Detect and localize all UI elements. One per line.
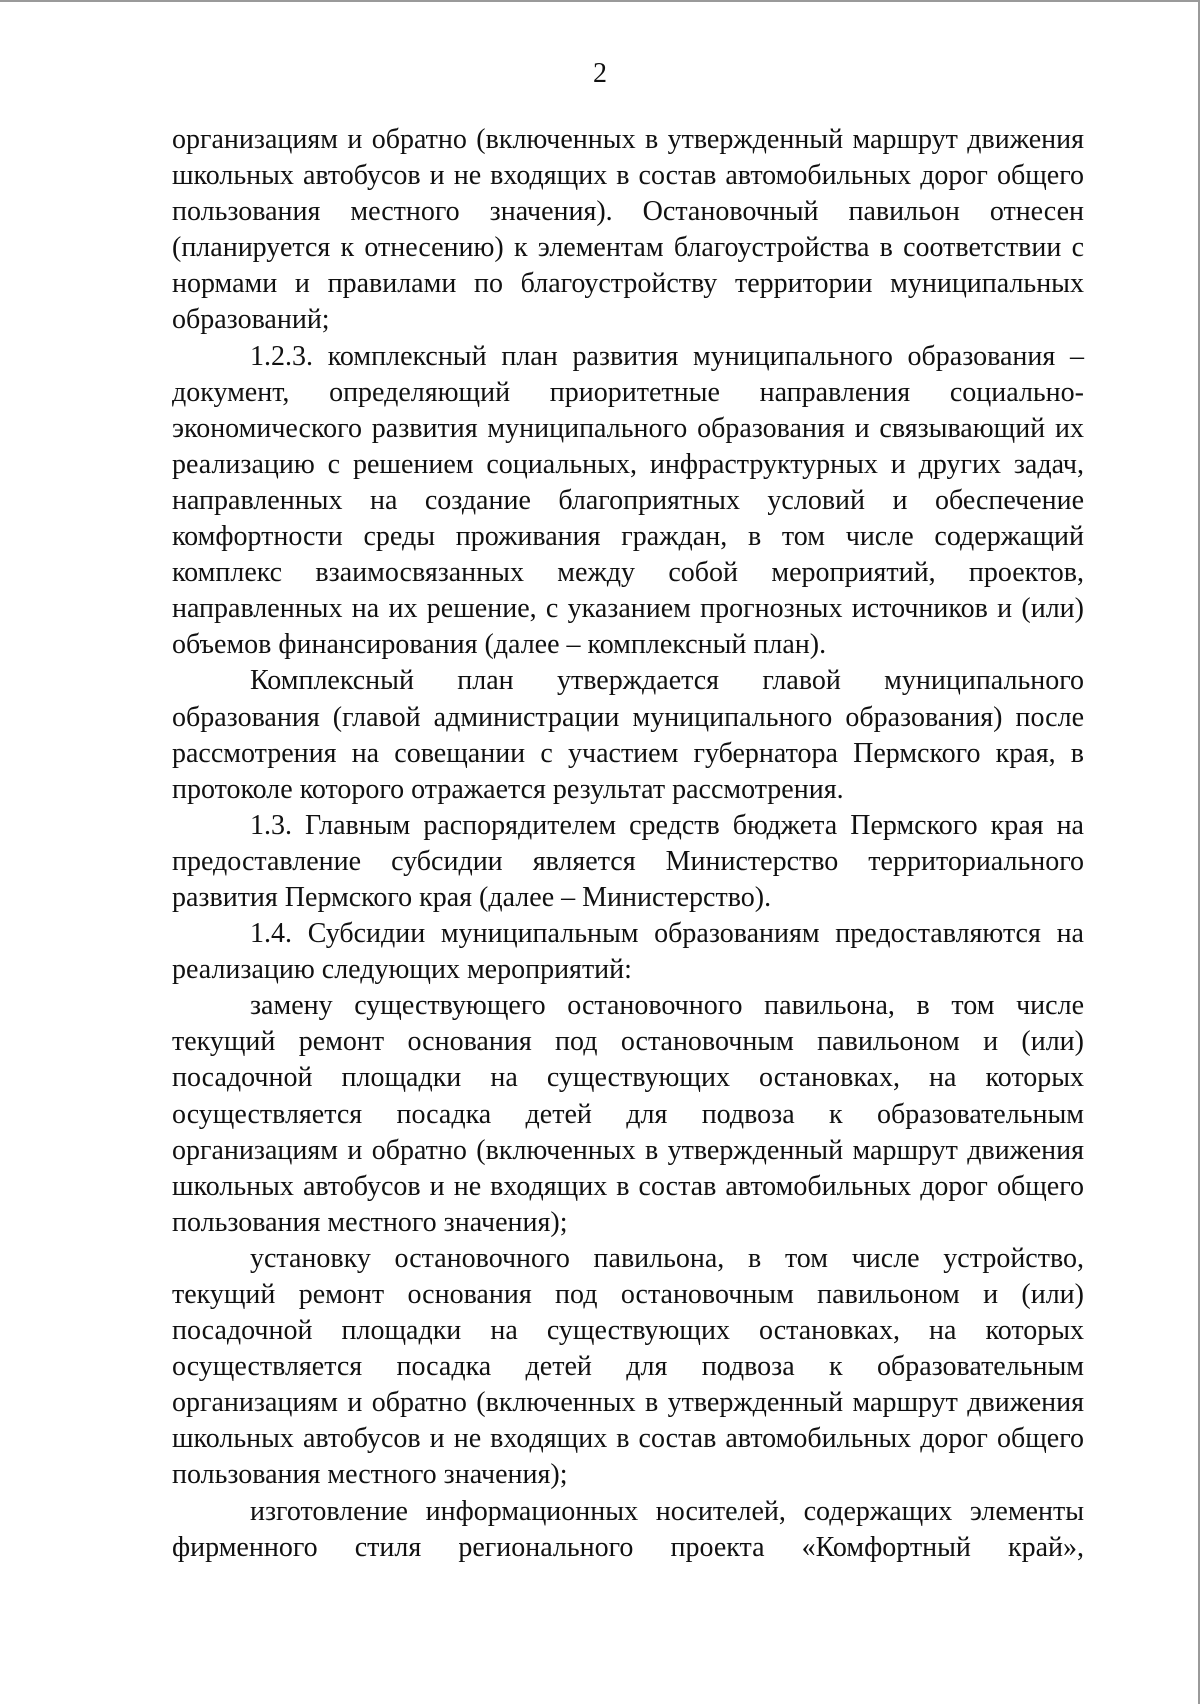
document-body [172, 122, 1084, 1566]
list-item-replacement: замену существующего остановочного павильона, в том числе текущий ремонт основания под остановочным павильоном и (или) посадочной площадки на существующих остановках, на которых осуществляется посадка детей для подвоза к образовательным организациям и обратно (включенных в утвержденный маршрут движения школьных автобусов и не входящих в состав автомобильных дорог общего пользования местного значения); [172, 990, 1084, 1238]
paragraph-1-4: 1.4. Субсидии муниципальным образованиям предоставляются на реализацию следующих мероприятий: [172, 918, 1084, 986]
paragraph-1-3: 1.3. Главным распорядителем средств бюджета Пермского края на предоставление субсидии является Министерство территориального развития Пермского края (далее – Министерство). [172, 809, 1084, 913]
page-number: 2 [593, 58, 607, 89]
paragraph-continuation: организациям и обратно (включенных в утвержденный маршрут движения школьных автобусов и не входящих в состав автомобильных дорог общего пользования местного значения). Остановочный павильон отнесен (планируется к отнесению) к элементам благоустройства в соответствии с нормами и правилами по благоустройству территории муниципальных образований; [172, 124, 1084, 336]
paragraph-complex-plan-approval: Комплексный план утверждается главой муниципального образования (главой администрации муниципального образования) после рассмотрения на совещании с участием губернатора Пермского края, в протоколе которого отражается результат рассмотрения. [172, 665, 1084, 805]
paragraph-1-2-3: 1.2.3. комплексный план развития муниципального образования – документ, определяющий приоритетные направления социально-экономического развития муниципального образования и связывающий их реализацию с решением социальных, инфраструктурных и других задач, направленных на создание благоприятных условий и обеспечение комфортности среды проживания граждан, в том числе содержащий комплекс взаимосвязанных между собой мероприятий, проектов, направленных на их решение, с указанием прогнозных источников и (или) объемов финансирования (далее – комплексный план). [172, 340, 1084, 661]
list-item-installation: установку остановочного павильона, в том числе устройство, текущий ремонт основания под остановочным павильоном и (или) посадочной площадки на существующих остановках, на которых осуществляется посадка детей для подвоза к образовательным организациям и обратно (включенных в утвержденный маршрут движения школьных автобусов и не входящих в состав автомобильных дорог общего пользования местного значения); [172, 1242, 1084, 1491]
list-item-information-media: изготовление информационных носителей, содержащих элементы фирменного стиля регионального проекта «Комфортный край», [172, 1495, 1084, 1563]
page-top-edge [0, 0, 1200, 2]
